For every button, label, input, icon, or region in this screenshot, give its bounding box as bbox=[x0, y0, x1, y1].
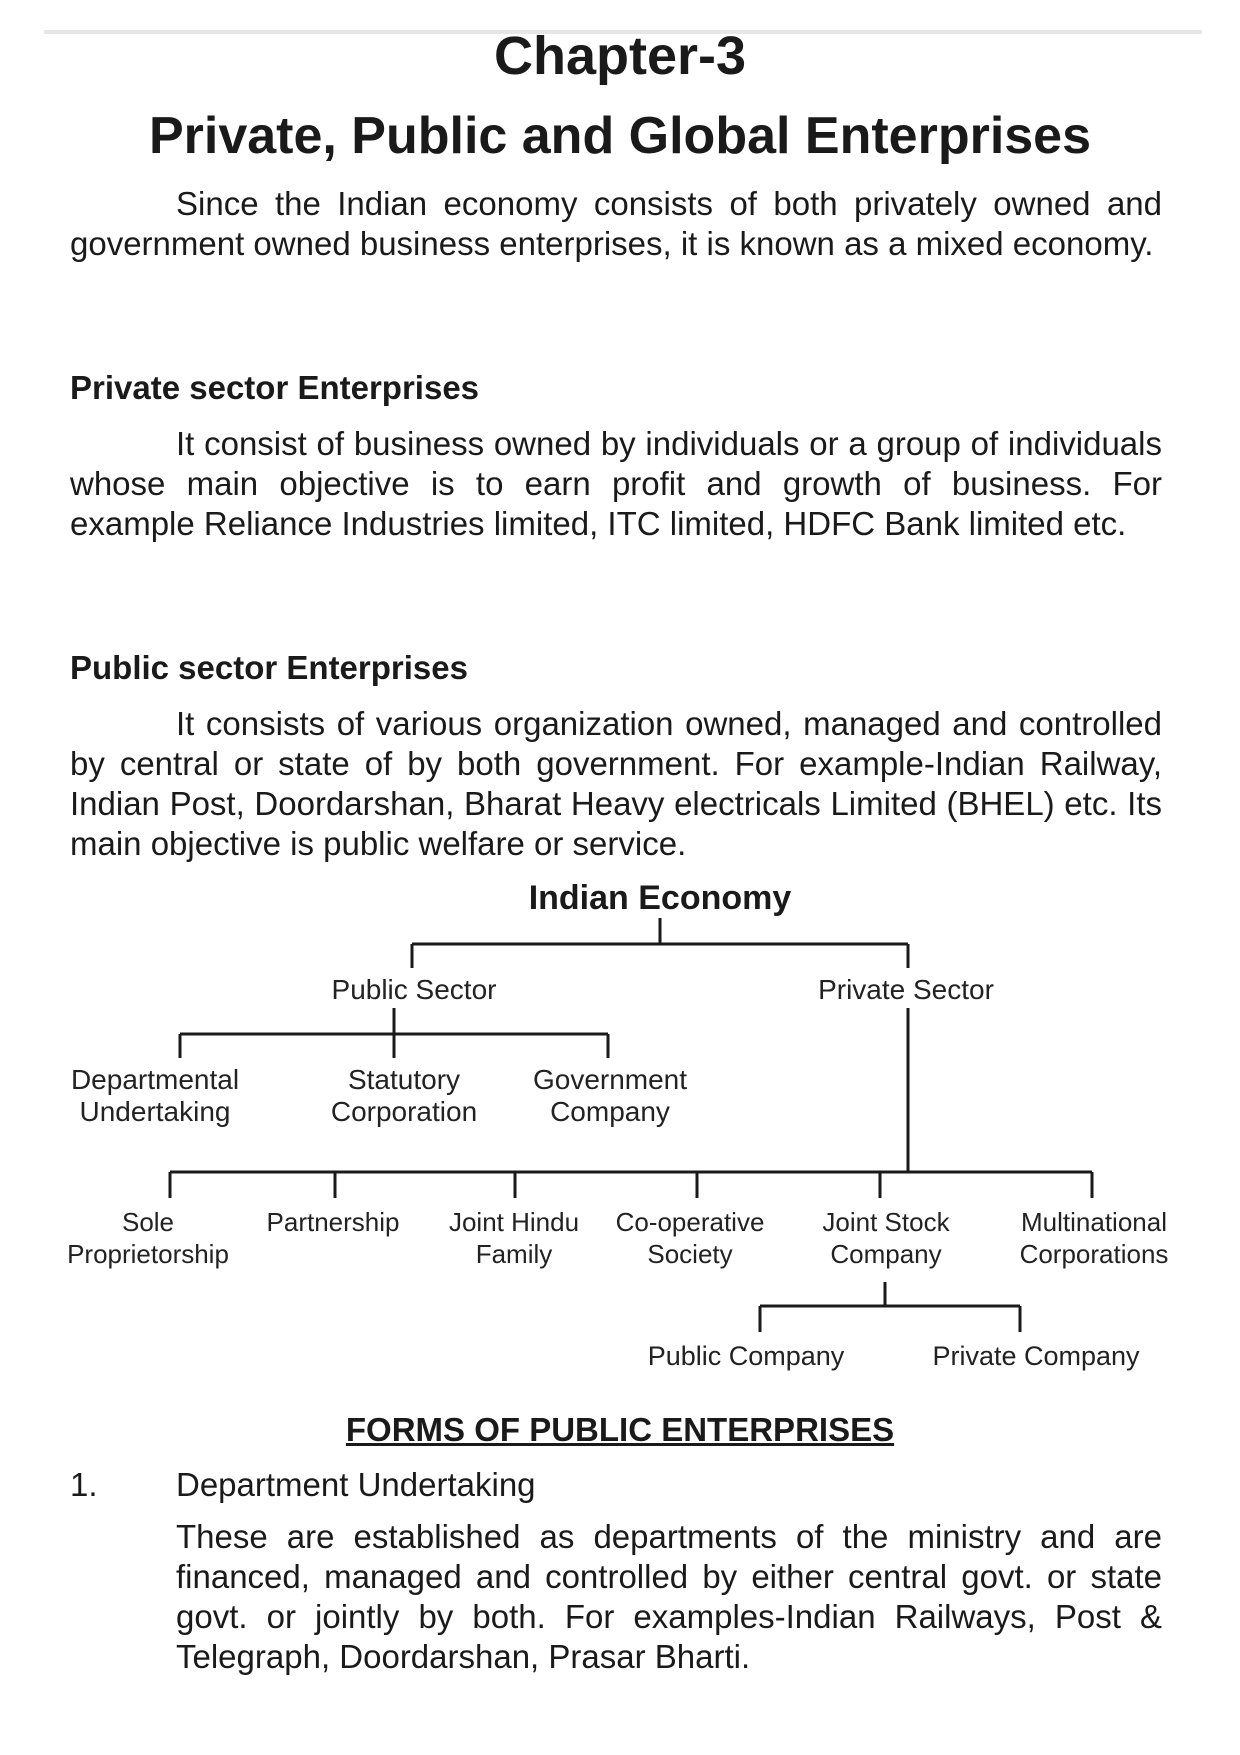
intro-paragraph: Since the Indian economy consists of both privately owned and government owned business enterprises, it is known as a mixed economy. bbox=[70, 185, 1162, 262]
node-line: Departmental bbox=[70, 1064, 240, 1095]
item-title: Department Undertaking bbox=[176, 1466, 536, 1503]
node-line: Joint Hindu bbox=[448, 1207, 580, 1237]
public-sector-heading: Public sector Enterprises bbox=[70, 649, 468, 686]
private-sector-heading: Private sector Enterprises bbox=[70, 369, 480, 406]
node-line: Corporation bbox=[330, 1096, 478, 1127]
node-line: Society bbox=[647, 1239, 733, 1269]
node-private-sector: Private Sector bbox=[818, 974, 994, 1005]
item-number: 1. bbox=[70, 1466, 98, 1503]
node-joint-hindu-family bbox=[449, 1206, 579, 1270]
node-line: Co-operative bbox=[615, 1207, 765, 1237]
node-co-operative-society bbox=[616, 1206, 765, 1270]
node-government-company bbox=[533, 1064, 687, 1128]
node-line: Partnership bbox=[266, 1207, 400, 1237]
node-public-sector: Public Sector bbox=[331, 974, 497, 1005]
node-partnership bbox=[267, 1206, 400, 1238]
node-line: Sole bbox=[121, 1207, 175, 1237]
node-joint-stock-company bbox=[822, 1206, 949, 1270]
node-public-company: Public Company bbox=[647, 1341, 845, 1371]
node-line: Government bbox=[532, 1064, 688, 1095]
public-sector-paragraph: It consists of various organization owned, managed and controlled by central or state of by both government. For example-Indian Railway, Indian Post, Doordarshan, Bharat Heavy electricals Limited (BHEL) etc. Its main objective is public welfare or service. bbox=[70, 705, 1162, 862]
chapter-title: Private, Public and Global Enterprises bbox=[148, 107, 1092, 165]
node-line: Family bbox=[475, 1239, 553, 1269]
item-body: These are established as departments of the ministry and are financed, managed and controlled by either central govt. or state govt. or jointly by both. For examples-Indian Railways, Post & Telegraph, Doordarshan, Prasar Bharti. bbox=[176, 1518, 1162, 1675]
node-line: Proprietorship bbox=[67, 1239, 229, 1269]
node-multinational-corporations bbox=[1020, 1206, 1169, 1270]
node-departmental-undertaking bbox=[71, 1064, 239, 1128]
node-statutory-corporation bbox=[331, 1064, 477, 1128]
forms-heading: FORMS OF PUBLIC ENTERPRISES bbox=[345, 1411, 895, 1448]
node-sole-proprietorship bbox=[67, 1206, 229, 1270]
node-line: Multinational bbox=[1021, 1207, 1167, 1237]
private-sector-paragraph: It consist of business owned by individuals or a group of individuals whose main objective is to earn profit and growth of business. For example Reliance Industries limited, ITC limited, HDFC Bank limited etc. bbox=[70, 425, 1162, 542]
node-line: Company bbox=[550, 1096, 670, 1127]
node-line: Undertaking bbox=[79, 1096, 231, 1127]
node-line: Statutory bbox=[347, 1064, 461, 1095]
node-line: Joint Stock bbox=[822, 1207, 950, 1237]
node-line: Company bbox=[830, 1239, 942, 1269]
node-line: Corporations bbox=[1019, 1239, 1169, 1269]
node-indian-economy: Indian Economy bbox=[528, 879, 792, 917]
node-private-company: Private Company bbox=[932, 1341, 1140, 1371]
chapter-label: Chapter-3 bbox=[493, 26, 747, 86]
